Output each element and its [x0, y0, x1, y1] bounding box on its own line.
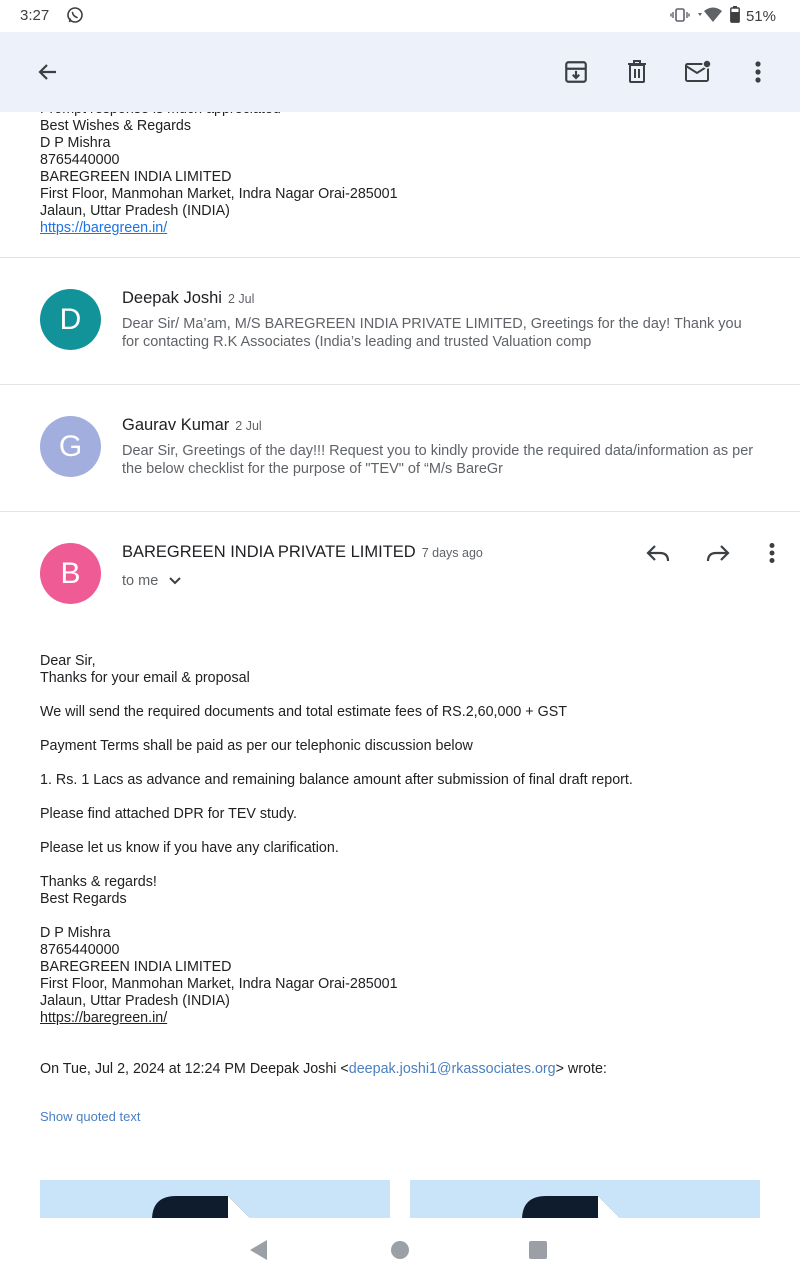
- status-icons: [670, 6, 776, 27]
- signature-line: Jalaun, Uttar Pradesh (INDIA): [40, 993, 230, 1009]
- arrow-back-icon[interactable]: [24, 48, 72, 96]
- sender-row: [122, 416, 262, 435]
- signature-line: First Floor, Manmohan Market, Indra Nagar Orai-285001: [40, 976, 398, 992]
- body-line: Please let us know if you have any clarification.: [40, 840, 339, 856]
- signature-line: BAREGREEN INDIA LIMITED: [40, 169, 232, 185]
- recipient-toggle[interactable]: [122, 573, 182, 589]
- signature-line: 8765440000: [40, 152, 120, 168]
- status-bar: [0, 0, 800, 32]
- body-line: Payment Terms shall be paid as per our telephonic discussion below: [40, 738, 473, 754]
- system-nav-bar: [0, 1218, 800, 1280]
- sender-row: [122, 289, 254, 308]
- status-time: 3:27: [20, 7, 50, 24]
- nav-home-icon[interactable]: [376, 1226, 424, 1274]
- message-snippet: Dear Sir/ Ma’am, M/S BAREGREEN INDIA PRIVATE LIMITED, Greetings for the day! Thank you for contacting R.K Associates (India’s leading and trusted Valuation comp: [122, 316, 742, 350]
- body-greeting: Dear Sir,: [40, 653, 96, 669]
- signature-line: 8765440000: [40, 942, 120, 958]
- nav-back-icon[interactable]: [234, 1226, 282, 1274]
- reply-icon[interactable]: [634, 529, 682, 577]
- battery-icon: [730, 6, 740, 27]
- website-link[interactable]: https://baregreen.in/: [40, 1010, 168, 1026]
- body-line: Thanks & regards!: [40, 874, 157, 890]
- avatar: D: [40, 289, 101, 350]
- body-line: Thanks for your email & proposal: [40, 670, 250, 686]
- vibrate-icon: [670, 7, 690, 27]
- message-more-icon[interactable]: [748, 529, 796, 577]
- divider: [0, 511, 800, 512]
- message-snippet: Dear Sir, Greetings of the day!!! Request you to kindly provide the required data/information as per the below checklist for the purpose of "TEV" of “M/s BareGr: [122, 443, 754, 477]
- sender-name: Gaurav Kumar: [122, 416, 230, 434]
- signature-line: First Floor, Manmohan Market, Indra Nagar Orai-285001: [40, 186, 398, 202]
- trash-icon[interactable]: [613, 48, 661, 96]
- mark-unread-icon[interactable]: [674, 48, 722, 96]
- message-thread[interactable]: [0, 112, 800, 1218]
- divider: [0, 384, 800, 385]
- divider: [0, 257, 800, 258]
- battery-percent: 51%: [745, 8, 776, 25]
- signature-line: Jalaun, Uttar Pradesh (INDIA): [40, 203, 230, 219]
- message-date: 2 Jul: [227, 292, 255, 306]
- show-quoted-text-link[interactable]: Show quoted text: [40, 1109, 141, 1124]
- chevron-down-icon: [168, 573, 182, 589]
- whatsapp-icon: [66, 6, 84, 28]
- wifi-icon: [696, 7, 724, 27]
- signature-line: D P Mishra: [40, 135, 111, 151]
- message-date: 2 Jul: [235, 419, 262, 433]
- avatar: B: [40, 543, 101, 604]
- signature-line: BAREGREEN INDIA LIMITED: [40, 959, 232, 975]
- app-bar: [0, 32, 800, 112]
- message-date: 7 days ago: [421, 546, 483, 560]
- body-line: We will send the required documents and total estimate fees of RS.2,60,000 + GST: [40, 704, 568, 720]
- signature-line: D P Mishra: [40, 925, 111, 941]
- archive-icon[interactable]: [552, 48, 600, 96]
- website-link[interactable]: https://baregreen.in/: [40, 220, 168, 236]
- more-vert-icon[interactable]: [734, 48, 782, 96]
- quote-suffix: > wrote:: [555, 1061, 607, 1077]
- body-line: 1. Rs. 1 Lacs as advance and remaining balance amount after submission of final draft report.: [40, 772, 633, 788]
- avatar: G: [40, 416, 101, 477]
- nav-recents-icon[interactable]: [514, 1226, 562, 1274]
- body-line: Please find attached DPR for TEV study.: [40, 806, 297, 822]
- signature-line: Best Wishes & Regards: [40, 118, 191, 134]
- recipient-label: to me: [122, 573, 159, 589]
- forward-icon[interactable]: [694, 529, 742, 577]
- body-line: Best Regards: [40, 891, 127, 907]
- quote-attribution: [40, 1061, 607, 1078]
- sender-name: BAREGREEN INDIA PRIVATE LIMITED: [122, 543, 416, 561]
- sender-row: [122, 543, 483, 562]
- quote-prefix: On Tue, Jul 2, 2024 at 12:24 PM Deepak Joshi <: [40, 1061, 349, 1077]
- sender-name: Deepak Joshi: [122, 289, 222, 307]
- quote-email-link[interactable]: deepak.joshi1@rkassociates.org: [348, 1061, 556, 1077]
